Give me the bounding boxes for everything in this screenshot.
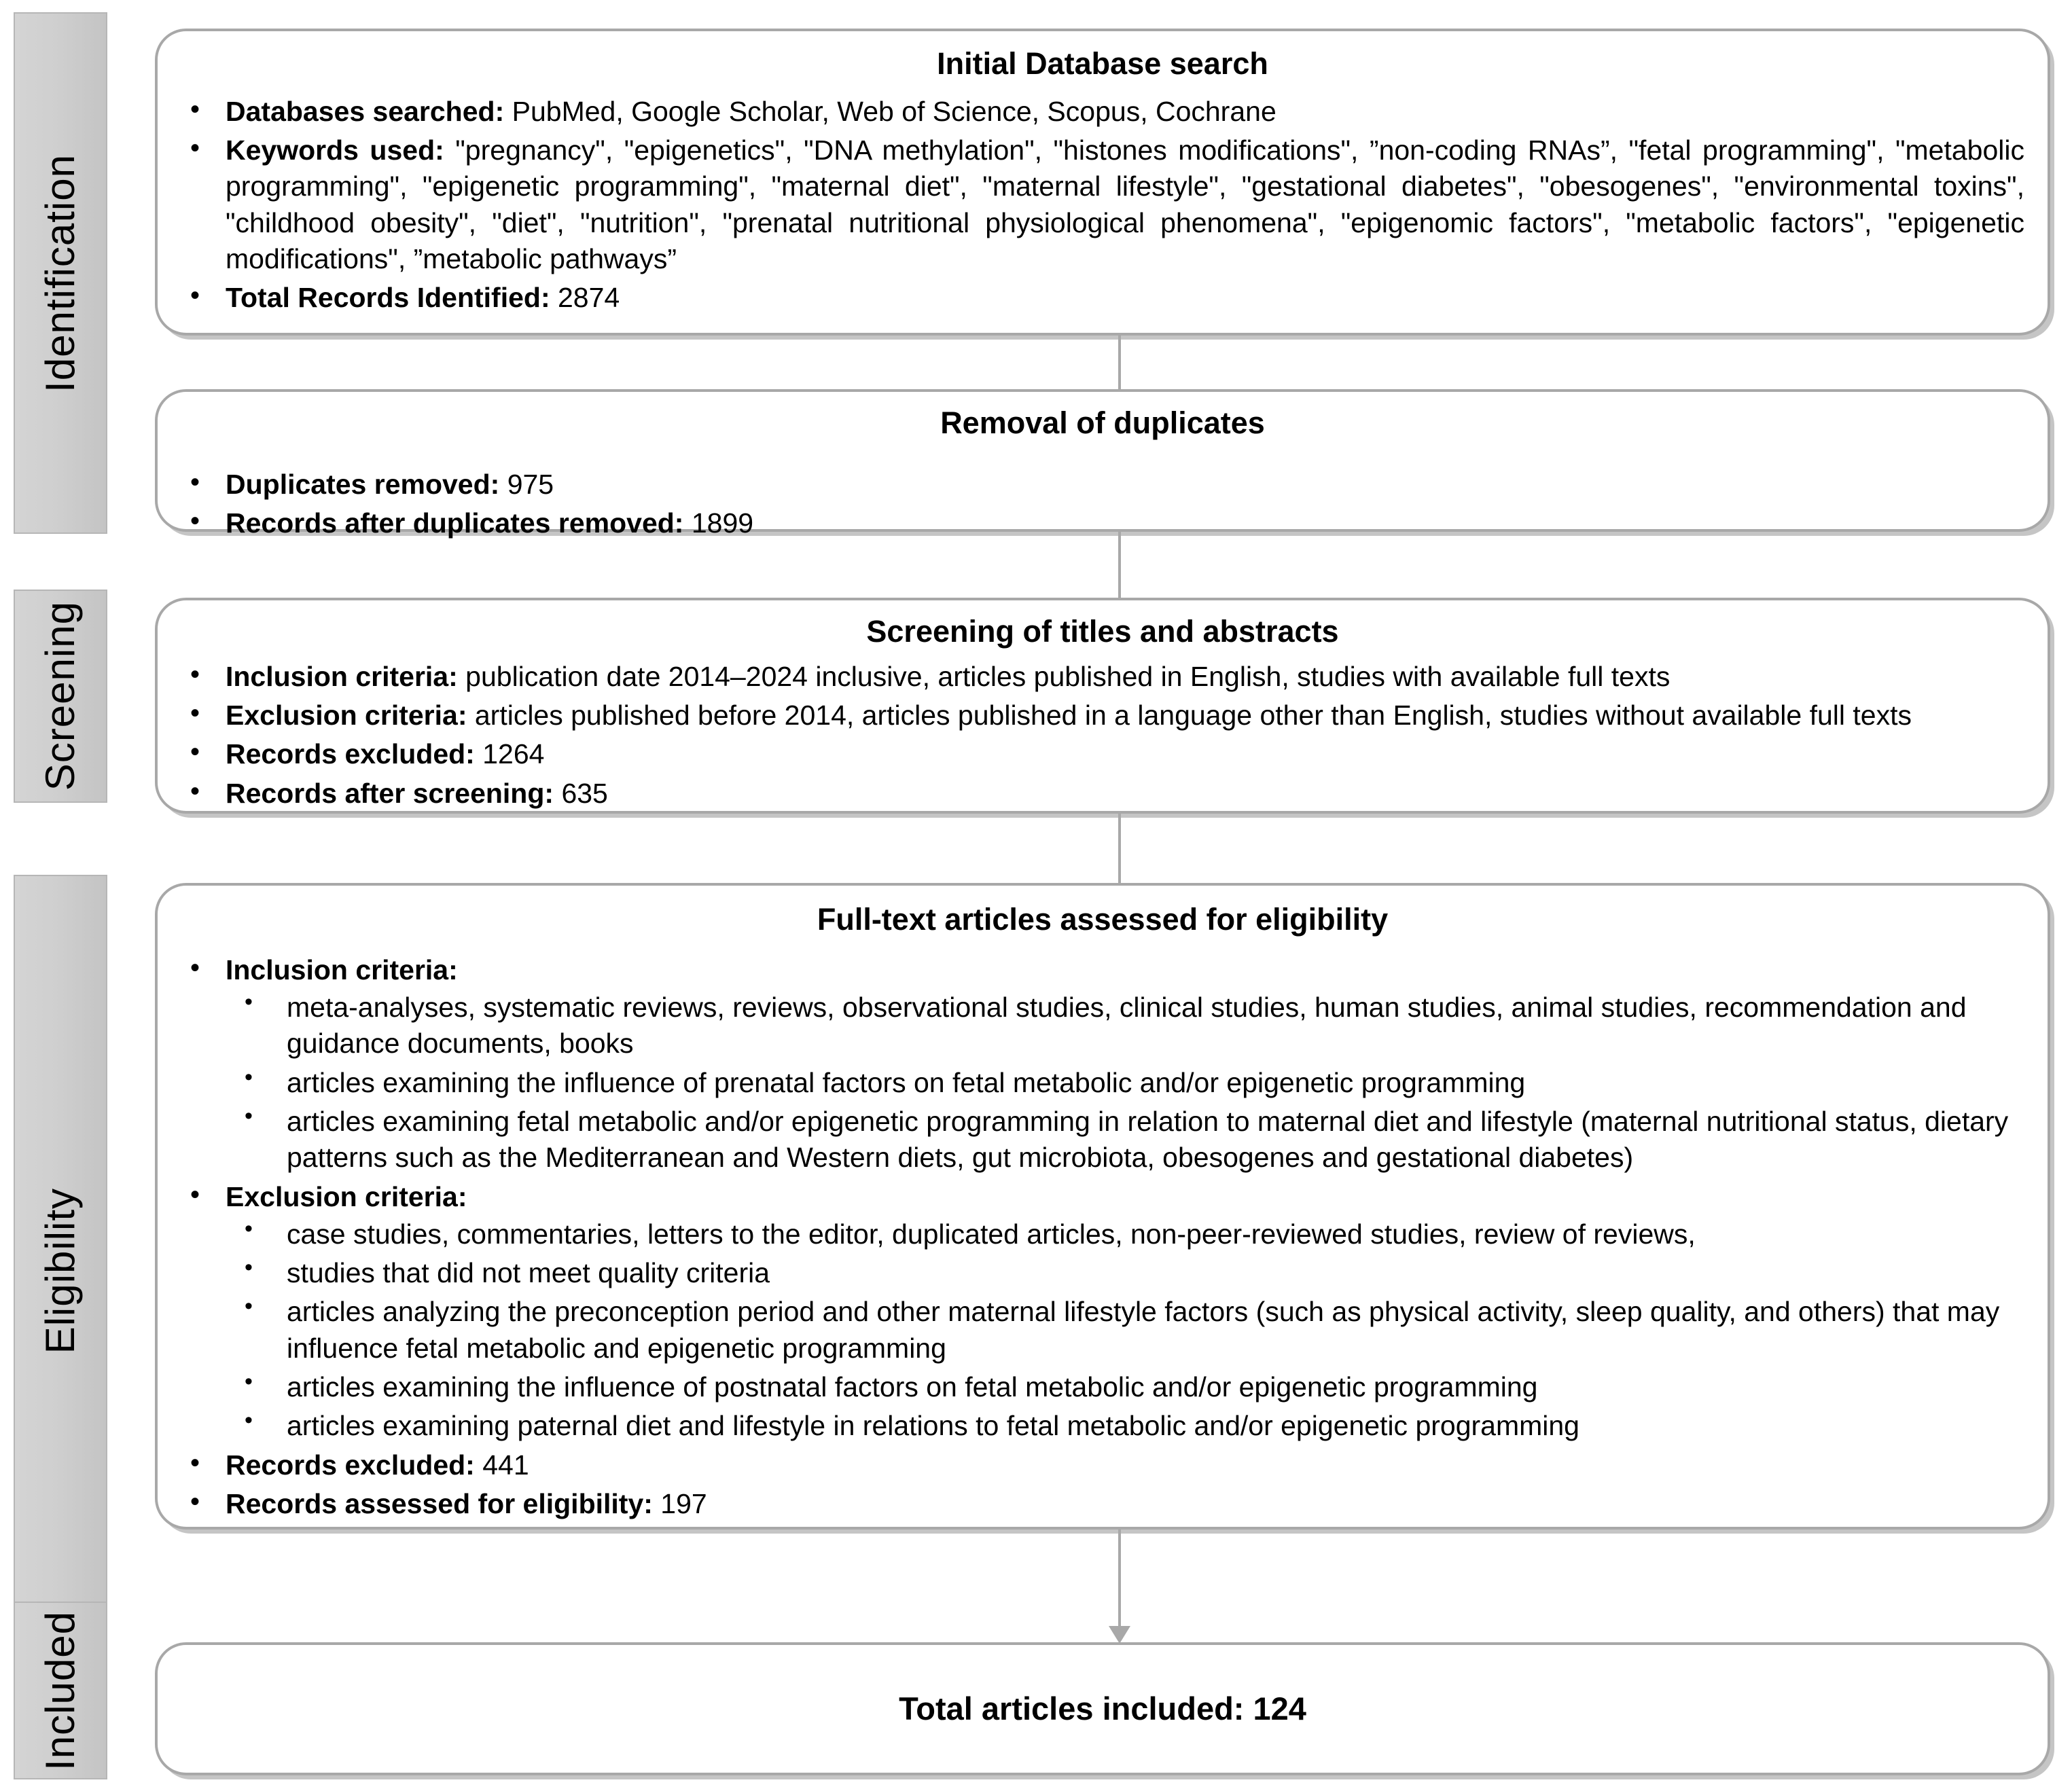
list-item: • case studies, commentaries, letters to the editor, duplicated articles, non-peer-reviewed studies, review of reviews, [226, 1216, 2024, 1252]
list-item-screening-inclusion-criteria [181, 659, 2024, 695]
list-item-eligibility-records-excluded [181, 1447, 2024, 1483]
connector-eligibility-to-included [1118, 1530, 1121, 1640]
duplicates-removed-value: 975 [499, 468, 554, 500]
screening-inclusion-value: publication date 2014–2024 inclusive, articles published in English, studies with available full texts [457, 660, 1671, 692]
eligibility-inclusion-sublist [226, 990, 2024, 1176]
stage-label-screening: Screening [37, 601, 83, 791]
list-item-keywords-used [181, 132, 2024, 277]
records-assessed-value: 197 [652, 1487, 707, 1519]
box-title-eligibility: Full-text articles assessed for eligibility [817, 902, 1389, 937]
box-title-screening: Screening of titles and abstracts [866, 614, 1339, 649]
stage-label-identification: Identification [37, 153, 83, 393]
list-item-databases-searched [181, 94, 2024, 130]
eligibility-records-excluded-label: Records excluded: [226, 1449, 475, 1481]
screening-records-excluded-label: Records excluded: [226, 738, 475, 770]
eligibility-records-excluded-value: 441 [474, 1449, 529, 1481]
box-total-articles-included [155, 1642, 2050, 1775]
keywords-used-value: "pregnancy", "epigenetics", "DNA methylation", "histones modifications", ”non-coding RNAs”, "fetal programming", "metabolic programming", "epigenetic programming", "maternal diet", "maternal lifestyle", "gestational diabetes", "obesogenes", "environmental toxins", "childhood obesity", "diet", "nutrition", "prenatal nutritional physiological phenomena", "epigenomic factors", "metabolic factors", "epigenetic modifications", ”metabolic pathways” [226, 134, 2024, 274]
eligibility-exclusion-heading: Exclusion criteria: [226, 1180, 467, 1212]
stage-label-included: Included [37, 1610, 83, 1771]
box-full-text-articles-assessed [155, 883, 2050, 1530]
list-item-screening-records-excluded [181, 736, 2024, 772]
eligibility-inclusion-heading: Inclusion criteria: [226, 954, 458, 985]
list-item: • articles examining the influence of prenatal factors on fetal metabolic and/or epigenetic programming [226, 1065, 2024, 1101]
connector-screening-to-eligibility [1118, 814, 1121, 885]
list-item-records-after-screening [181, 776, 2024, 812]
list-item: • articles examining fetal metabolic and/or epigenetic programming in relation to maternal diet and lifestyle (maternal nutritional status, dietary patterns such as the Mediterranean and Western diets, gut microbiota, obesogenes and gestational diabetes) [226, 1104, 2024, 1176]
stage-bar-included [14, 1602, 107, 1779]
initial-search-list [181, 94, 2024, 316]
box-title-total-articles-included: Total articles included: 124 [899, 1690, 1306, 1726]
connector-duplicates-to-screening [1118, 532, 1121, 598]
list-item: • articles examining the influence of postnatal factors on fetal metabolic and/or epigenetic programming [226, 1369, 2024, 1405]
stage-bar-eligibility [14, 875, 107, 1667]
box-title-initial-database-search: Initial Database search [937, 46, 1268, 81]
records-after-duplicates-value: 1899 [683, 507, 754, 539]
screening-list [181, 659, 2024, 812]
list-item-eligibility-inclusion-heading [181, 952, 2024, 1176]
stage-bar-screening [14, 590, 107, 803]
list-item-eligibility-exclusion-heading [181, 1179, 2024, 1445]
list-item-records-after-duplicates [181, 505, 2024, 541]
total-records-identified-value: 2874 [550, 282, 620, 314]
list-item: • meta-analyses, systematic reviews, reviews, observational studies, clinical studies, human studies, animal studies, recommendation and guidance documents, books [226, 990, 2024, 1062]
list-item: • articles examining paternal diet and lifestyle in relations to fetal metabolic and/or epigenetic programming [226, 1408, 2024, 1444]
records-assessed-label: Records assessed for eligibility: [226, 1487, 653, 1519]
records-after-duplicates-label: Records after duplicates removed: [226, 507, 684, 539]
arrow-head-icon [1109, 1626, 1130, 1644]
total-records-identified-label: Total Records Identified: [226, 282, 550, 314]
duplicates-removed-label: Duplicates removed: [226, 468, 500, 500]
box-title-removal-of-duplicates: Removal of duplicates [940, 405, 1265, 440]
databases-searched-label: Databases searched: [226, 95, 505, 127]
duplicates-list [181, 467, 2024, 542]
list-item: • studies that did not meet quality criteria [226, 1255, 2024, 1291]
keywords-used-label: Keywords used: [226, 134, 444, 166]
list-item-total-records-identified [181, 280, 2024, 316]
records-after-screening-value: 635 [554, 777, 608, 809]
screening-exclusion-label: Exclusion criteria: [226, 700, 467, 731]
screening-records-excluded-value: 1264 [474, 738, 545, 770]
records-after-screening-label: Records after screening: [226, 777, 554, 809]
screening-inclusion-label: Inclusion criteria: [226, 660, 458, 692]
box-initial-database-search [155, 29, 2050, 336]
list-item-duplicates-removed [181, 467, 2024, 503]
box-screening-of-titles-and-abstracts [155, 598, 2050, 814]
screening-exclusion-value: articles published before 2014, articles published in a language other than English, studies without available full texts [467, 700, 1912, 731]
stage-bar-identification [14, 12, 107, 534]
box-removal-of-duplicates [155, 389, 2050, 539]
databases-searched-value: PubMed, Google Scholar, Web of Science, Scopus, Cochrane [504, 95, 1276, 127]
eligibility-list [181, 952, 2024, 1522]
list-item: • articles analyzing the preconception period and other maternal lifestyle factors (such as physical activity, sleep quality, and others) that may influence fetal metabolic and epigenetic programming [226, 1294, 2024, 1367]
list-item-records-assessed-for-eligibility [181, 1486, 2024, 1522]
connector-search-to-duplicates [1118, 336, 1121, 390]
list-item-screening-exclusion-criteria [181, 698, 2024, 734]
stage-label-eligibility: Eligibility [37, 1187, 83, 1354]
eligibility-exclusion-sublist [226, 1216, 2024, 1445]
